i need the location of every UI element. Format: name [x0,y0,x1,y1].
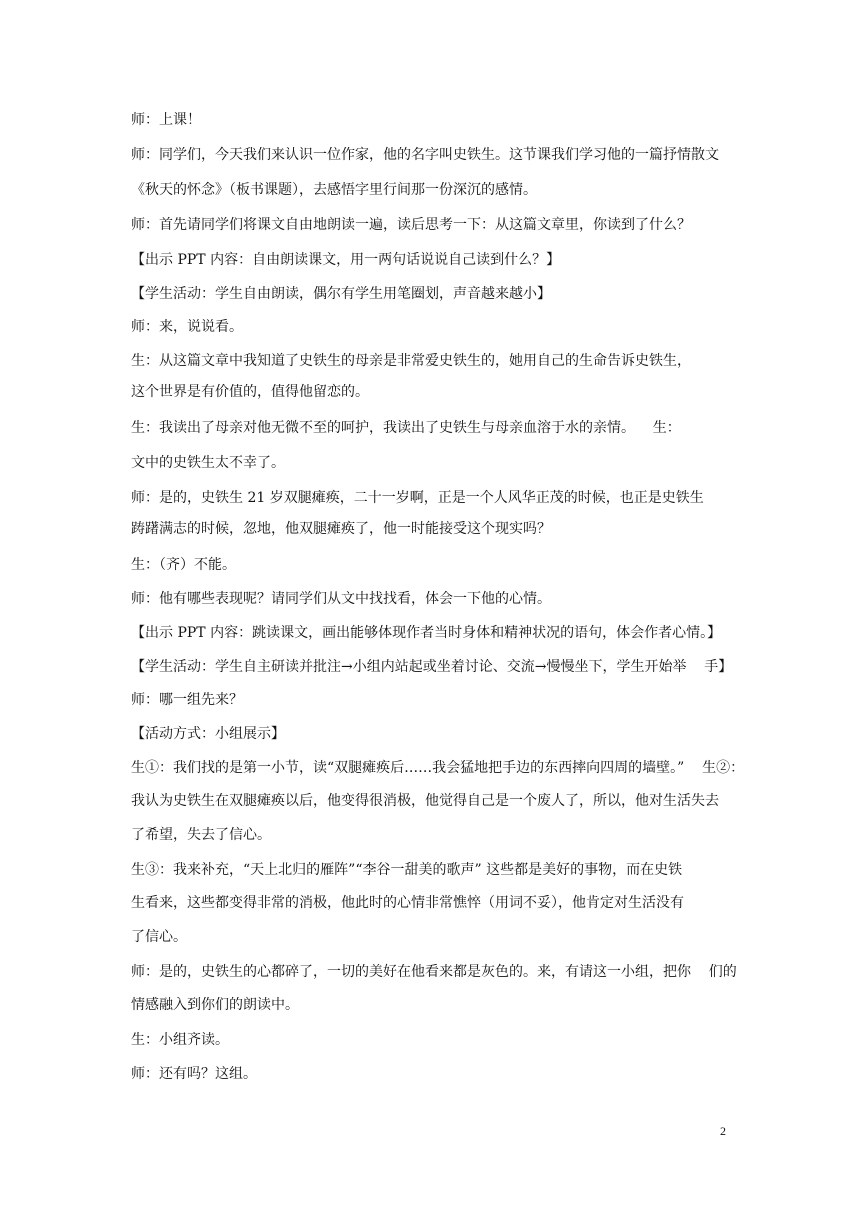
text-line: 生：小组齐读。 [131,1032,229,1048]
text-line: 了希望，失去了信心。 [131,827,271,843]
text-line: 生：从这篇文章中我知道了史铁生的母亲是非常爱史铁生的，她用自己的生命告诉史铁生， [131,353,691,369]
text-line: 师：同学们，今天我们来认识一位作家，他的名字叫史铁生。这节课我们学习他的一篇抒情散文 [131,147,719,163]
text-line: 师：还有吗？这组。 [131,1066,257,1082]
text-line: 【活动方式：小组展示】 [131,726,285,742]
text-line: 生：（齐）不能。 [131,557,236,573]
text-line: 师：他有哪些表现呢？请同学们从文中找找看，体会一下他的心情。 [131,591,551,607]
text-line: 师：是的，史铁生 21 岁双腿瘫痪，二十一岁啊，正是一个人风华正茂的时候，也正是史铁生 [131,490,704,506]
text-line: 师：上课！ [131,112,201,128]
text-line: 师：哪一组先来？ [131,692,243,708]
text-line: 【学生活动：学生自由朗读，偶尔有学生用笔圈划，声音越来越小】 [131,286,551,302]
text-line: 这个世界是有价值的，值得他留恋的。 [131,384,369,400]
text-line: 【出示 PPT 内容：跳读课文，画出能够体现作者当时身体和精神状况的语句，体会作者心情。】 [131,625,722,641]
text-line: 了信心。 [131,929,187,945]
text-line: 文中的史铁生太不幸了。 [131,455,285,471]
text-line: 《秋天的怀念》（板书课题），去感悟字里行间那一份深沉的感情。 [131,182,537,198]
text-line: 生③：我来补充，“天上北归的雁阵”“李谷一甜美的歌声” 这些都是美好的事物，而在史铁 [131,862,683,878]
text-line: 师：首先请同学们将课文自由地朗读一遍，读后思考一下：从这篇文章里，你读到了什么？ [131,217,691,233]
text-line: 踌躇满志的时候，忽地，他双腿瘫痪了，他一时能接受这个现实吗？ [131,521,551,537]
text-line: 情感融入到你们的朗读中。 [131,997,299,1013]
page-number: 2 [720,1124,726,1138]
text-line: 生①：我们找的是第一小节，读“双腿瘫痪后……我会猛地把手边的东西摔向四周的墙壁。” 生②： [131,760,745,776]
text-line: 我认为史铁生在双腿瘫痪以后，他变得很消极，他觉得自己是一个废人了，所以，他对生活失去 [131,793,719,809]
text-line: 师：是的，史铁生的心都碎了，一切的美好在他看来都是灰色的。来，有请这一小组，把你 们的 [131,964,737,980]
text-line: 【出示 PPT 内容：自由朗读课文，用一两句话说说自己读到什么？】 [131,252,561,268]
text-line: 师：来，说说看。 [131,319,243,335]
text-line: 生：我读出了母亲对他无微不至的呵护，我读出了史铁生与母亲血溶于水的亲情。 生： [131,420,681,436]
text-line: 【学生活动：学生自主研读并批注→小组内站起或坐着讨论、交流→慢慢坐下，学生开始举 手】 [131,659,733,675]
text-line: 生看来，这些都变得非常的消极，他此时的心情非常憔悴（用词不妥），他肯定对生活没有 [131,895,684,911]
